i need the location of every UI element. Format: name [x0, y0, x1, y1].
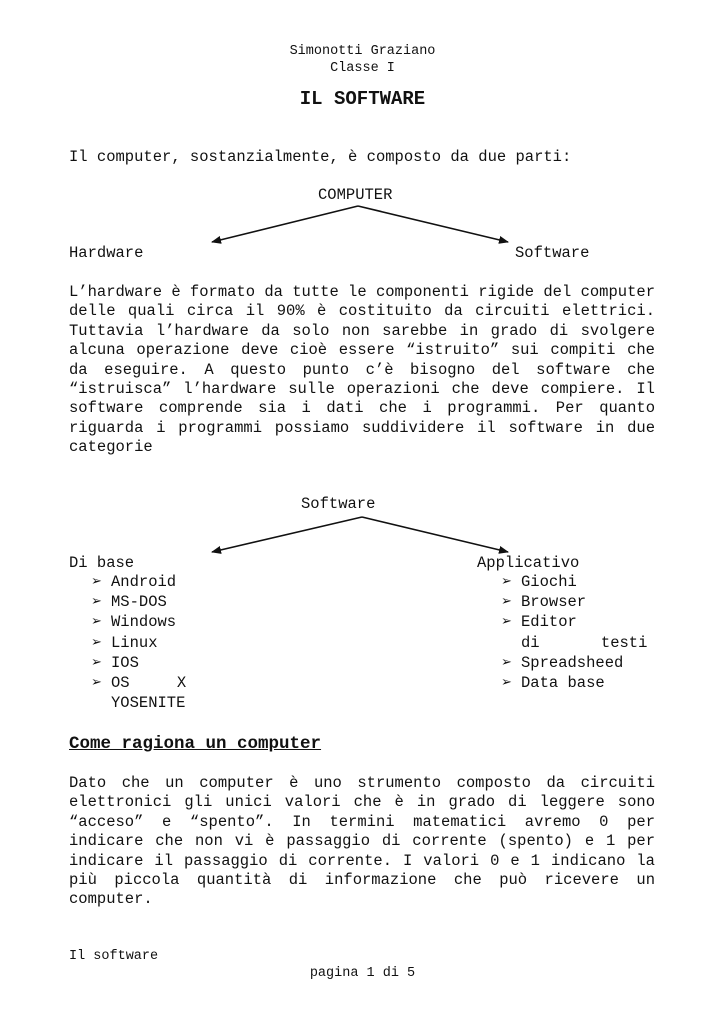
class-label: Classe I — [330, 61, 395, 76]
list-item-label: Giochi — [521, 573, 577, 591]
footer-title: Il software — [69, 949, 159, 964]
page-number: pagina 1 di 5 — [309, 966, 416, 981]
list-item-label: Editor di testi — [521, 613, 648, 652]
arrowhead-bullet-icon: ➢ — [91, 594, 102, 610]
intro-text: Il computer, sostanzialmente, è composto da due parti: — [69, 148, 572, 166]
binary-paragraph: Dato che un computer è uno strumento composto da circuiti elettronici gli unici valori che è in grado di leggere sono “acceso” e “spento”. In termini matematici avremo 0 per indicare che non vi è passaggio di corrente (spento) e 1 per indicare il passaggio di corrente. I valori 0 e 1 indicano la più piccola quantità di informazione che può ricevere un computer. — [69, 774, 655, 909]
list-item-label: Spreadsheed — [521, 653, 624, 672]
applicativo-label: Applicativo — [477, 554, 580, 572]
list-item — [501, 673, 656, 693]
list-item — [91, 592, 221, 612]
list-item-label: MS-DOS — [111, 593, 167, 612]
list-item-label: Browser — [521, 593, 587, 612]
list-item-label: Linux — [111, 633, 158, 652]
list-item — [91, 612, 221, 632]
arrowhead-bullet-icon: ➢ — [501, 654, 512, 670]
arrow-to-hardware — [212, 206, 358, 242]
di-base-label: Di base — [69, 554, 135, 572]
list-item — [91, 673, 221, 713]
arrow-to-software — [358, 206, 508, 242]
arrow-to-di-base — [212, 517, 362, 552]
diagram2-arrows — [212, 517, 508, 552]
arrow-to-applicativo — [362, 517, 508, 552]
diagram1-root: COMPUTER — [318, 186, 393, 204]
arrowhead-bullet-icon: ➢ — [91, 614, 102, 630]
author-name: Simonotti Graziano — [289, 44, 436, 59]
arrowhead-bullet-icon: ➢ — [501, 594, 512, 610]
list-item — [501, 612, 656, 652]
page-title: IL SOFTWARE — [299, 88, 426, 110]
di-base-list — [91, 572, 221, 713]
diagram1-left: Hardware — [69, 244, 144, 262]
arrowhead-bullet-icon: ➢ — [501, 675, 512, 691]
hardware-paragraph: L’hardware è formato da tutte le componenti rigide del computer delle quali circa il 90% è costituito da circuiti elettrici. Tuttavia l’hardware da solo non sarebbe in grado di svolgere alcuna operazione deve cioè essere “istruito” sui compiti che da eseguire. A questo punto c’è bisogno del software che “istruisca” l’hardware sulle operazioni che deve compiere. Il software comprende sia i dati che i programmi. Per quanto riguarda i programmi possiamo suddividere il software in due categorie — [69, 283, 655, 457]
list-item — [91, 633, 221, 653]
diagram2-root: Software — [301, 495, 376, 513]
arrowhead-bullet-icon: ➢ — [501, 574, 512, 589]
arrowhead-bullet-icon: ➢ — [91, 675, 102, 691]
list-item — [501, 572, 656, 592]
list-item-label: OS X YOSENITE — [111, 674, 187, 713]
diagram1-right: Software — [515, 244, 590, 262]
list-item — [91, 653, 221, 673]
section-heading: Come ragiona un computer — [69, 734, 322, 754]
arrowhead-bullet-icon: ➢ — [91, 634, 102, 650]
list-item-label: IOS — [111, 653, 139, 672]
list-item-label: Data base — [521, 674, 605, 693]
list-item — [501, 653, 656, 673]
diagram1-arrows — [212, 206, 508, 242]
arrowhead-bullet-icon: ➢ — [501, 614, 512, 630]
arrowhead-bullet-icon: ➢ — [91, 654, 102, 670]
list-item — [501, 592, 656, 612]
applicativo-list — [501, 572, 656, 693]
list-item-label: Windows — [111, 613, 177, 632]
list-item — [91, 572, 221, 592]
list-item-label: Android — [111, 573, 177, 591]
arrowhead-bullet-icon: ➢ — [91, 574, 102, 589]
